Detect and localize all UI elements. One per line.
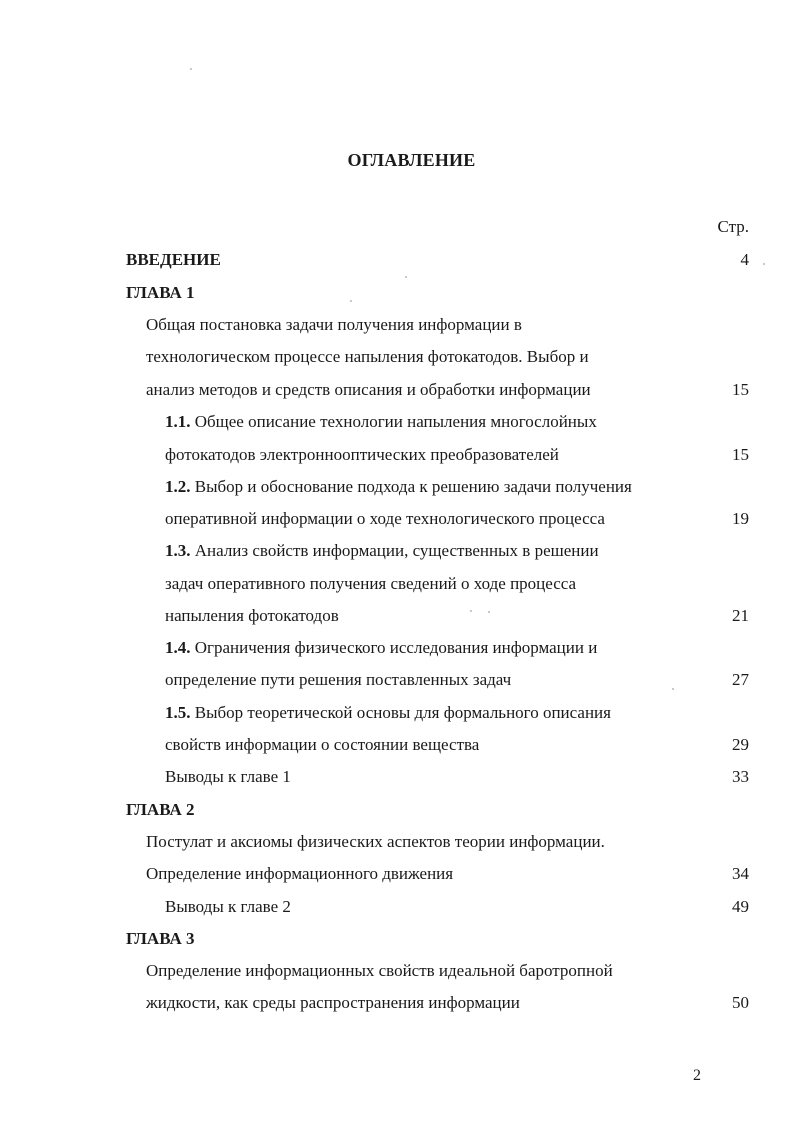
scan-speck [488, 611, 490, 613]
toc-page-number: 27 [732, 670, 749, 689]
toc-entry-text: напыления фотокатодов [165, 606, 339, 625]
toc-entry-text: анализ методов и средств описания и обработки информации [146, 380, 591, 399]
scan-speck [350, 300, 352, 302]
toc-entry-1-5 [165, 703, 611, 723]
toc-heading-chapter-2: ГЛАВА 2 [126, 800, 195, 819]
toc-entry-text: свойств информации о состоянии вещества [165, 735, 480, 754]
toc-entry-conclusions-2: Выводы к главе 2 [165, 897, 291, 916]
toc-entry-1-4 [165, 638, 597, 658]
scan-speck [405, 276, 407, 278]
toc-entry-text: Выбор теоретической основы для формального описания [194, 703, 611, 722]
toc-entry-text: оперативной информации о ходе технологического процесса [165, 509, 605, 528]
section-number: 1.1. [165, 412, 191, 431]
toc-entry-1-3 [165, 541, 599, 561]
toc-entry-text: определение пути решения поставленных задач [165, 670, 512, 689]
section-number: 1.5. [165, 703, 191, 722]
toc-page-number: 4 [740, 250, 749, 269]
toc-entry-conclusions-1: Выводы к главе 1 [165, 767, 291, 786]
toc-entry-text: технологическом процессе напыления фотокатодов. Выбор и [146, 347, 589, 366]
scan-speck [763, 263, 765, 265]
page-column-label: Стр. [717, 217, 749, 236]
toc-entry-text: жидкости, как среды распространения информации [146, 993, 520, 1012]
toc-page-number: 15 [732, 380, 749, 399]
toc-page-number: 19 [732, 509, 749, 528]
toc-heading-chapter-3: ГЛАВА 3 [126, 929, 195, 948]
page-title: ОГЛАВЛЕНИЕ [347, 150, 476, 170]
toc-heading-chapter-1: ГЛАВА 1 [126, 283, 195, 302]
toc-entry-text: Ограничения физического исследования информации и [194, 638, 598, 657]
section-number: 1.2. [165, 477, 191, 496]
toc-entry-1-1 [165, 412, 597, 432]
toc-entry-text: фотокатодов электроннооптических преобразователей [165, 445, 559, 464]
toc-entry-text: задач оперативного получения сведений о ходе процесса [165, 574, 577, 593]
toc-page-number: 34 [732, 864, 749, 883]
scan-speck [470, 610, 472, 612]
toc-page-number: 50 [732, 993, 749, 1012]
toc-page-number: 49 [732, 897, 749, 916]
scan-speck [190, 68, 192, 70]
toc-entry-text: Определение информационных свойств идеальной баротропной [146, 961, 613, 980]
toc-page-number: 33 [732, 767, 749, 786]
toc-entry-text: Анализ свойств информации, существенных в решении [194, 541, 599, 560]
toc-page-number: 29 [732, 735, 749, 754]
toc-heading-intro: ВВЕДЕНИЕ [126, 250, 221, 269]
toc-entry-text: Постулат и аксиомы физических аспектов теории информации. [146, 832, 605, 851]
toc-page-number: 15 [732, 445, 749, 464]
scan-speck [672, 688, 674, 690]
page-number: 2 [693, 1067, 701, 1084]
toc-entry-text: Общая постановка задачи получения информации в [146, 315, 522, 334]
section-number: 1.4. [165, 638, 191, 657]
toc-entry-text: Общее описание технологии напыления многослойных [194, 412, 597, 431]
toc-entry-1-2 [165, 477, 632, 497]
toc-page-number: 21 [732, 606, 749, 625]
toc-entry-text: Выбор и обоснование подхода к решению задачи получения [194, 477, 632, 496]
section-number: 1.3. [165, 541, 191, 560]
toc-entry-text: Определение информационного движения [146, 864, 454, 883]
